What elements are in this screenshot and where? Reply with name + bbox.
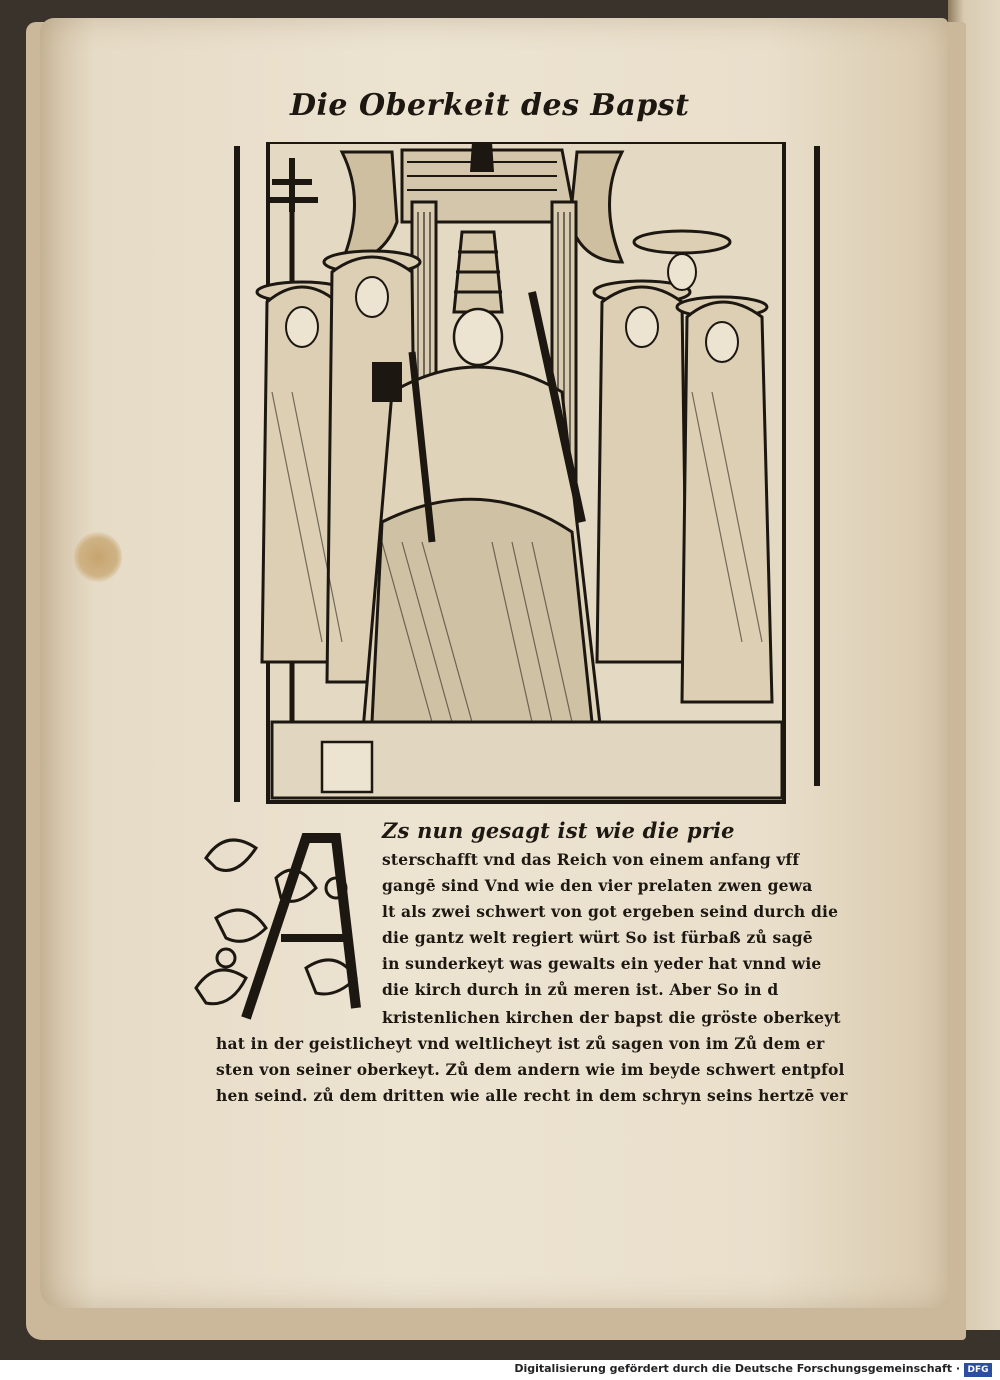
text-line-11: hen seind. zů dem dritten wie alle recht in dem schryn seins hertzē ver	[216, 1086, 848, 1105]
dfg-logo-icon: DFG	[964, 1363, 992, 1377]
text-line-5: die gantz welt regiert würt So ist fürbaß zů sagē	[382, 928, 813, 947]
text-line-1: Zs nun gesagt ist wie die prie	[382, 818, 735, 843]
text-line-10: sten von seiner oberkeyt. Zů dem andern wie im beyde schwert entpfol	[216, 1060, 845, 1079]
body-text-block	[186, 812, 848, 1142]
running-head: Die Oberkeit des Bapst	[290, 88, 690, 123]
text-line-8: kristenlichen kirchen der bapst die gröste oberkeyt	[382, 1008, 841, 1027]
text-line-9: hat in der geistlicheyt vnd weltlicheyt ist zů sagen von im Zů dem er	[216, 1034, 825, 1053]
text-line-3: gangē sind Vnd wie den vier prelaten zwen gewa	[382, 876, 813, 895]
woodcut-illustration	[232, 142, 820, 806]
decorated-initial-letter	[186, 818, 382, 1028]
paper-stain	[74, 532, 122, 582]
digitization-footer	[0, 1360, 1000, 1380]
text-line-6: in sunderkeyt was gewalts ein yeder hat vnnd wie	[382, 954, 822, 973]
funding-credit: Digitalisierung gefördert durch die Deutsche Forschungsgemeinschaft ·	[514, 1362, 960, 1375]
text-line-4: lt als zwei schwert von got ergeben seind durch die	[382, 902, 839, 921]
text-line-2: sterschafft vnd das Reich von einem anfang vff	[382, 850, 800, 869]
text-line-7: die kirch durch in zů meren ist. Aber So in d	[382, 980, 779, 999]
